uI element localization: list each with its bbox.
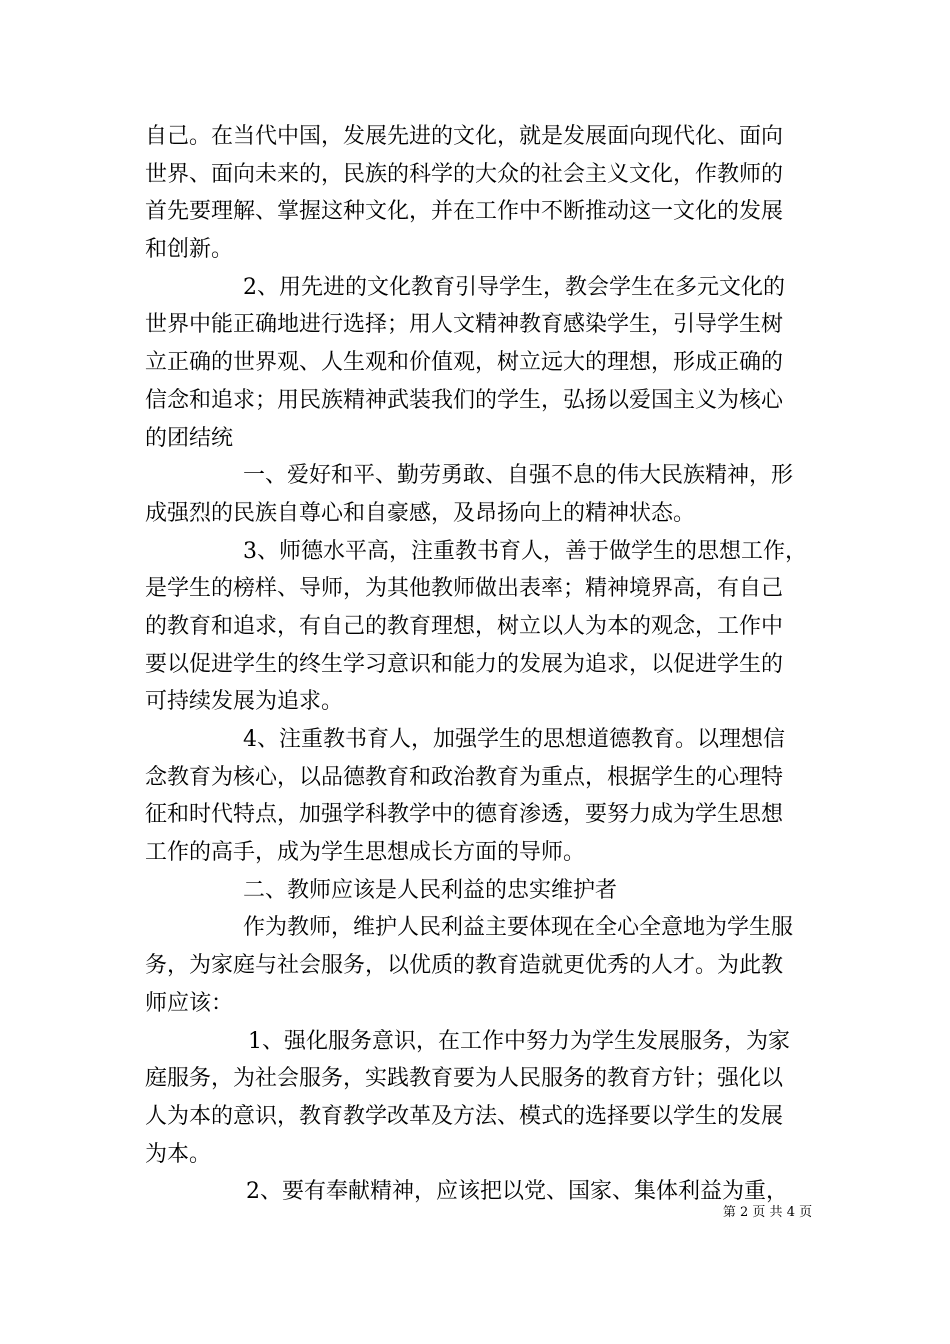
text-line: 首先要理解、掌握这种文化，并在工作中不断推动这一文化的发展 xyxy=(145,199,784,225)
text-line: 世界、面向未来的，民族的科学的大众的社会主义文化，作教师的 xyxy=(145,161,784,187)
text-line: 世界中能正确地进行选择；用人文精神教育感染学生，引导学生树 xyxy=(145,312,784,338)
paragraph-start-line: 1、强化服务意识，在工作中努力为学生发展服务，为家 xyxy=(248,1028,790,1054)
text-line: 的团结统 xyxy=(145,425,234,451)
text-line: 庭服务，为社会服务，实践教育要为人民服务的教育方针；强化以 xyxy=(145,1066,784,1092)
text-line: 是学生的榜样、导师，为其他教师做出表率；精神境界高，有自己 xyxy=(145,576,784,602)
text-line: 和创新。 xyxy=(145,237,234,263)
text-line: 人为本的意识，教育教学改革及方法、模式的选择要以学生的发展 xyxy=(145,1103,784,1129)
text-line: 立正确的世界观、人生观和价值观，树立远大的理想，形成正确的 xyxy=(145,350,784,376)
paragraph-start-line: 一、爱好和平、勤劳勇敢、自强不息的伟大民族精神，形 xyxy=(243,463,794,489)
paragraph-start-line: 3、师德水平高，注重教书育人，善于做学生的思想工作， xyxy=(243,538,807,564)
paragraph-start-line: 作为教师，维护人民利益主要体现在全心全意地为学生服 xyxy=(243,915,794,941)
text-line: 念教育为核心，以品德教育和政治教育为重点，根据学生的心理特 xyxy=(145,764,784,790)
text-line: 工作的高手，成为学生思想成长方面的导师。 xyxy=(145,840,586,866)
text-line: 务，为家庭与社会服务，以优质的教育造就更优秀的人才。为此教 xyxy=(145,953,784,979)
text-line: 自己。在当代中国，发展先进的文化，就是发展面向现代化、面向 xyxy=(145,124,784,149)
text-line: 师应该： xyxy=(145,990,234,1016)
text-line: 成强烈的民族自尊心和自豪感，及昂扬向上的精神状态。 xyxy=(145,500,696,526)
document-body xyxy=(145,118,813,1211)
text-line: 征和时代特点，加强学科教学中的德育渗透，要努力成为学生思想 xyxy=(145,802,784,828)
text-line: 的教育和追求，有自己的教育理想，树立以人为本的观念，工作中 xyxy=(145,613,784,639)
text-line: 可持续发展为追求。 xyxy=(145,689,344,715)
page-number-footer: 第 2 页 共 4 页 xyxy=(722,1205,813,1220)
paragraph-start-line: 4、注重教书育人，加强学生的思想道德教育。以理想信 xyxy=(243,727,785,752)
text-line: 信念和追求；用民族精神武装我们的学生，弘扬以爱国主义为核心 xyxy=(145,387,784,413)
text-line: 要以促进学生的终生学习意识和能力的发展为追求，以促进学生的 xyxy=(145,651,784,677)
text-line: 为本。 xyxy=(145,1141,212,1167)
paragraph-start-line: 2、用先进的文化教育引导学生，教会学生在多元文化的 xyxy=(243,274,785,300)
paragraph-start-line: 2、要有奉献精神，应该把以党、国家、集体利益为重， xyxy=(246,1179,788,1205)
section-heading: 二、教师应该是人民利益的忠实维护者 xyxy=(243,877,618,903)
